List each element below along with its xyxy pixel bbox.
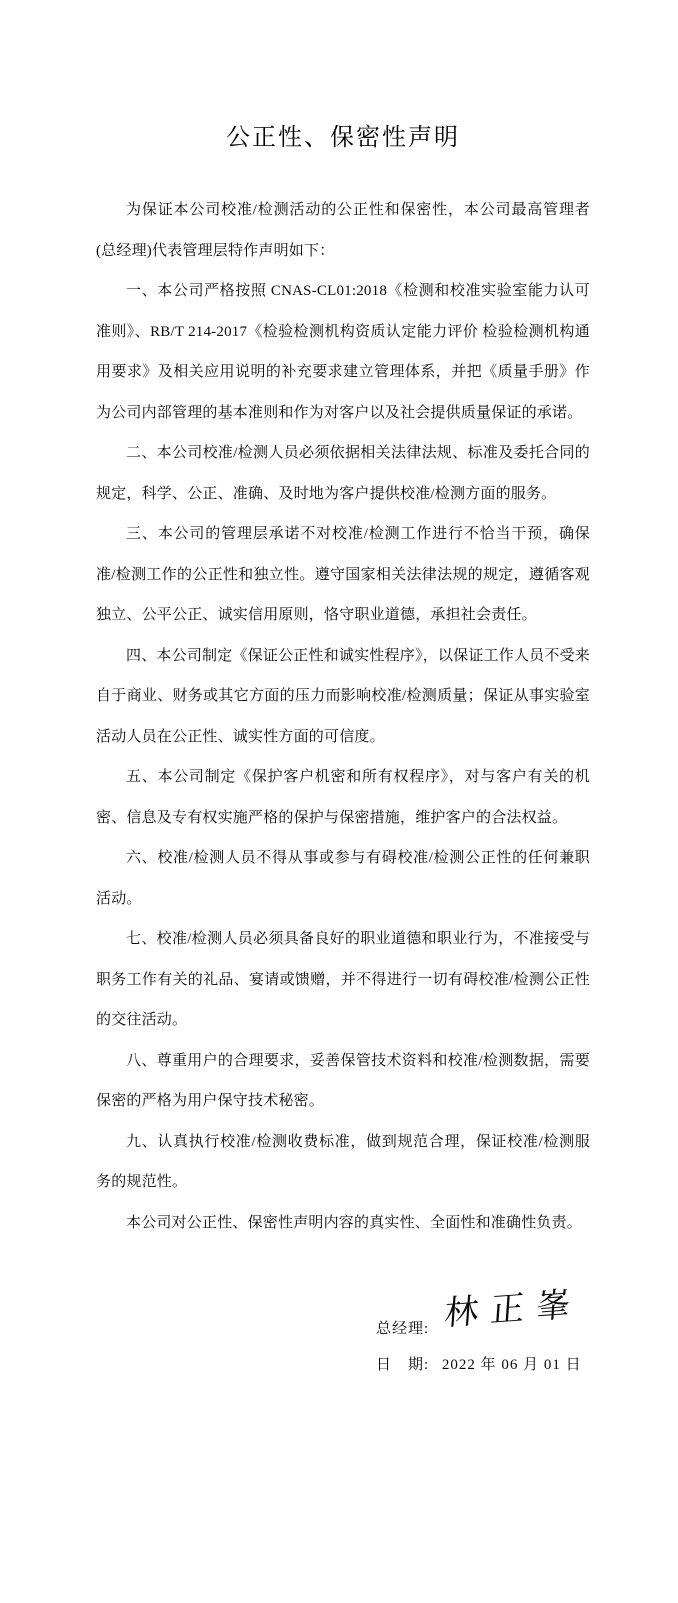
para-item-7: 七、校准/检测人员必须具备良好的职业道德和职业行为，不准接受与职务工作有关的礼品、宴请或馈赠，并不得进行一切有碍校准/检测公正性的交往活动。 [96, 931, 590, 1028]
para-intro: 为保证本公司校准/检测活动的公正性和保密性，本公司最高管理者(总经理)代表管理层特作声明如下： [96, 202, 590, 259]
para-item-4: 四、本公司制定《保证公正性和诚实性程序》，以保证工作人员不受来自于商业、财务或其它方面的压力而影响校准/检测质量；保证从事实验室活动人员在公正性、诚实性方面的可信度。 [96, 647, 590, 745]
para-item-6: 六、校准/检测人员不得从事或参与有碍校准/检测公正性的任何兼职活动。 [96, 850, 590, 907]
document-title: 公正性、保密性声明 [226, 125, 460, 151]
general-manager-label: 总经理: [376, 1321, 430, 1337]
handwritten-signature: 林正峯 [443, 1286, 584, 1333]
date-row [376, 1353, 590, 1377]
date-value: 2022 年 06 月 01 日 [441, 1357, 582, 1373]
para-item-1: 一、本公司严格按照 CNAS-CL01:2018《检测和校准实验室能力认可准则》、RB/T 214-2017《检验检测机构资质认定能力评价 检验检测机构通用要求》及相关应用说明的补充要求建立管理体系，并把《质量手册》作为公司内部管理的基本准则和作为对客户以及社会提供质量保证的承诺。 [96, 283, 590, 421]
document-body [96, 190, 590, 1243]
para-closing: 本公司对公正性、保密性声明内容的真实性、全面性和准确性负责。 [126, 1214, 583, 1231]
para-item-8: 八、尊重用户的合理要求，妥善保管技术资料和校准/检测数据，需要保密的严格为用户保守技术秘密。 [96, 1052, 590, 1109]
signature-row [376, 1286, 590, 1341]
signature-block [376, 1286, 590, 1377]
para-item-5: 五、本公司制定《保护客户机密和所有权程序》，对与客户有关的机密、信息及专有权实施严格的保护与保密措施，维护客户的合法权益。 [96, 769, 590, 826]
date-label: 日 期: [376, 1357, 430, 1373]
para-item-3: 三、本公司的管理层承诺不对校准/检测工作进行不恰当干预，确保准/检测工作的公正性和独立性。遵守国家相关法律法规的规定，遵循客观独立、公平公正、诚实信用原则，恪守职业道德，承担社会责任。 [96, 526, 590, 623]
para-item-9: 九、认真执行校准/检测收费标准，做到规范合理，保证校准/检测服务的规范性。 [96, 1133, 590, 1190]
para-item-2: 二、本公司校准/检测人员必须依据相关法律法规、标准及委托合同的规定，科学、公正、准确、及时地为客户提供校准/检测方面的服务。 [96, 445, 590, 502]
